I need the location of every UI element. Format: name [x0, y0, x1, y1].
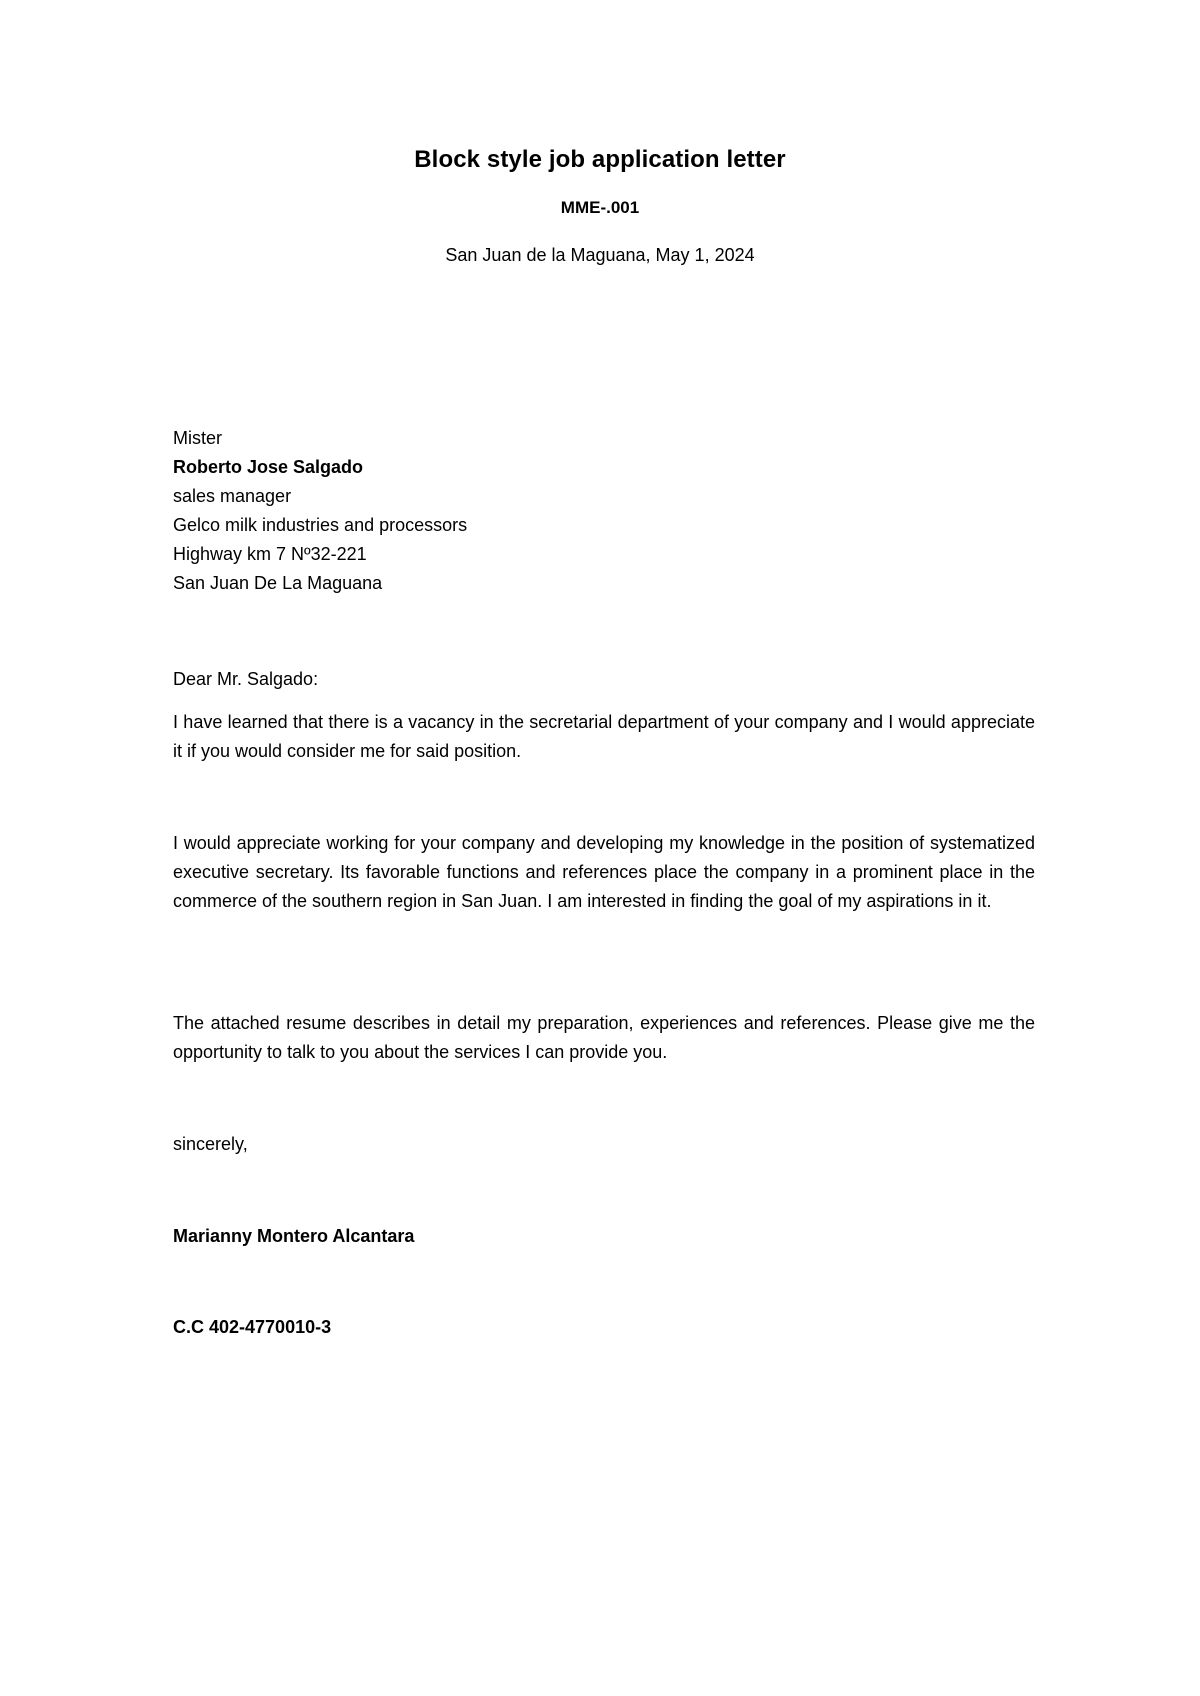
- recipient-name: Roberto Jose Salgado: [173, 457, 364, 477]
- salutation: Dear Mr. Salgado:: [173, 669, 319, 689]
- place-and-date: San Juan de la Maguana, May 1, 2024: [445, 245, 755, 265]
- body-paragraph-3: The attached resume describes in detail my preparation, experiences and references. Please give me the opportunity to talk to you about the services I can provide you.: [173, 1013, 1035, 1062]
- recipient-city: San Juan De La Maguana: [173, 573, 383, 593]
- body-paragraph-2: I would appreciate working for your company and developing my knowledge in the position of systematized executive secretary. Its favorable functions and references place the company in a prominent place in the commerce of the southern region in San Juan. I am interested in finding the goal of my aspirations in it.: [173, 833, 1035, 911]
- recipient-block: [173, 424, 1035, 598]
- recipient-address: Highway km 7 Nº32-221: [173, 544, 367, 564]
- recipient-position: sales manager: [173, 486, 292, 506]
- closing: sincerely,: [173, 1134, 248, 1154]
- document-title: Block style job application letter: [414, 146, 786, 173]
- id-number: C.C 402-4770010-3: [173, 1317, 332, 1337]
- body-paragraph-1: I have learned that there is a vacancy in the secretarial department of your company and I would appreciate it if you would consider me for said position.: [173, 712, 1035, 761]
- reference-code: MME-.001: [560, 198, 640, 217]
- recipient-company: Gelco milk industries and processors: [173, 515, 468, 535]
- recipient-honorific: Mister: [173, 428, 222, 448]
- signature-name: Marianny Montero Alcantara: [173, 1226, 415, 1246]
